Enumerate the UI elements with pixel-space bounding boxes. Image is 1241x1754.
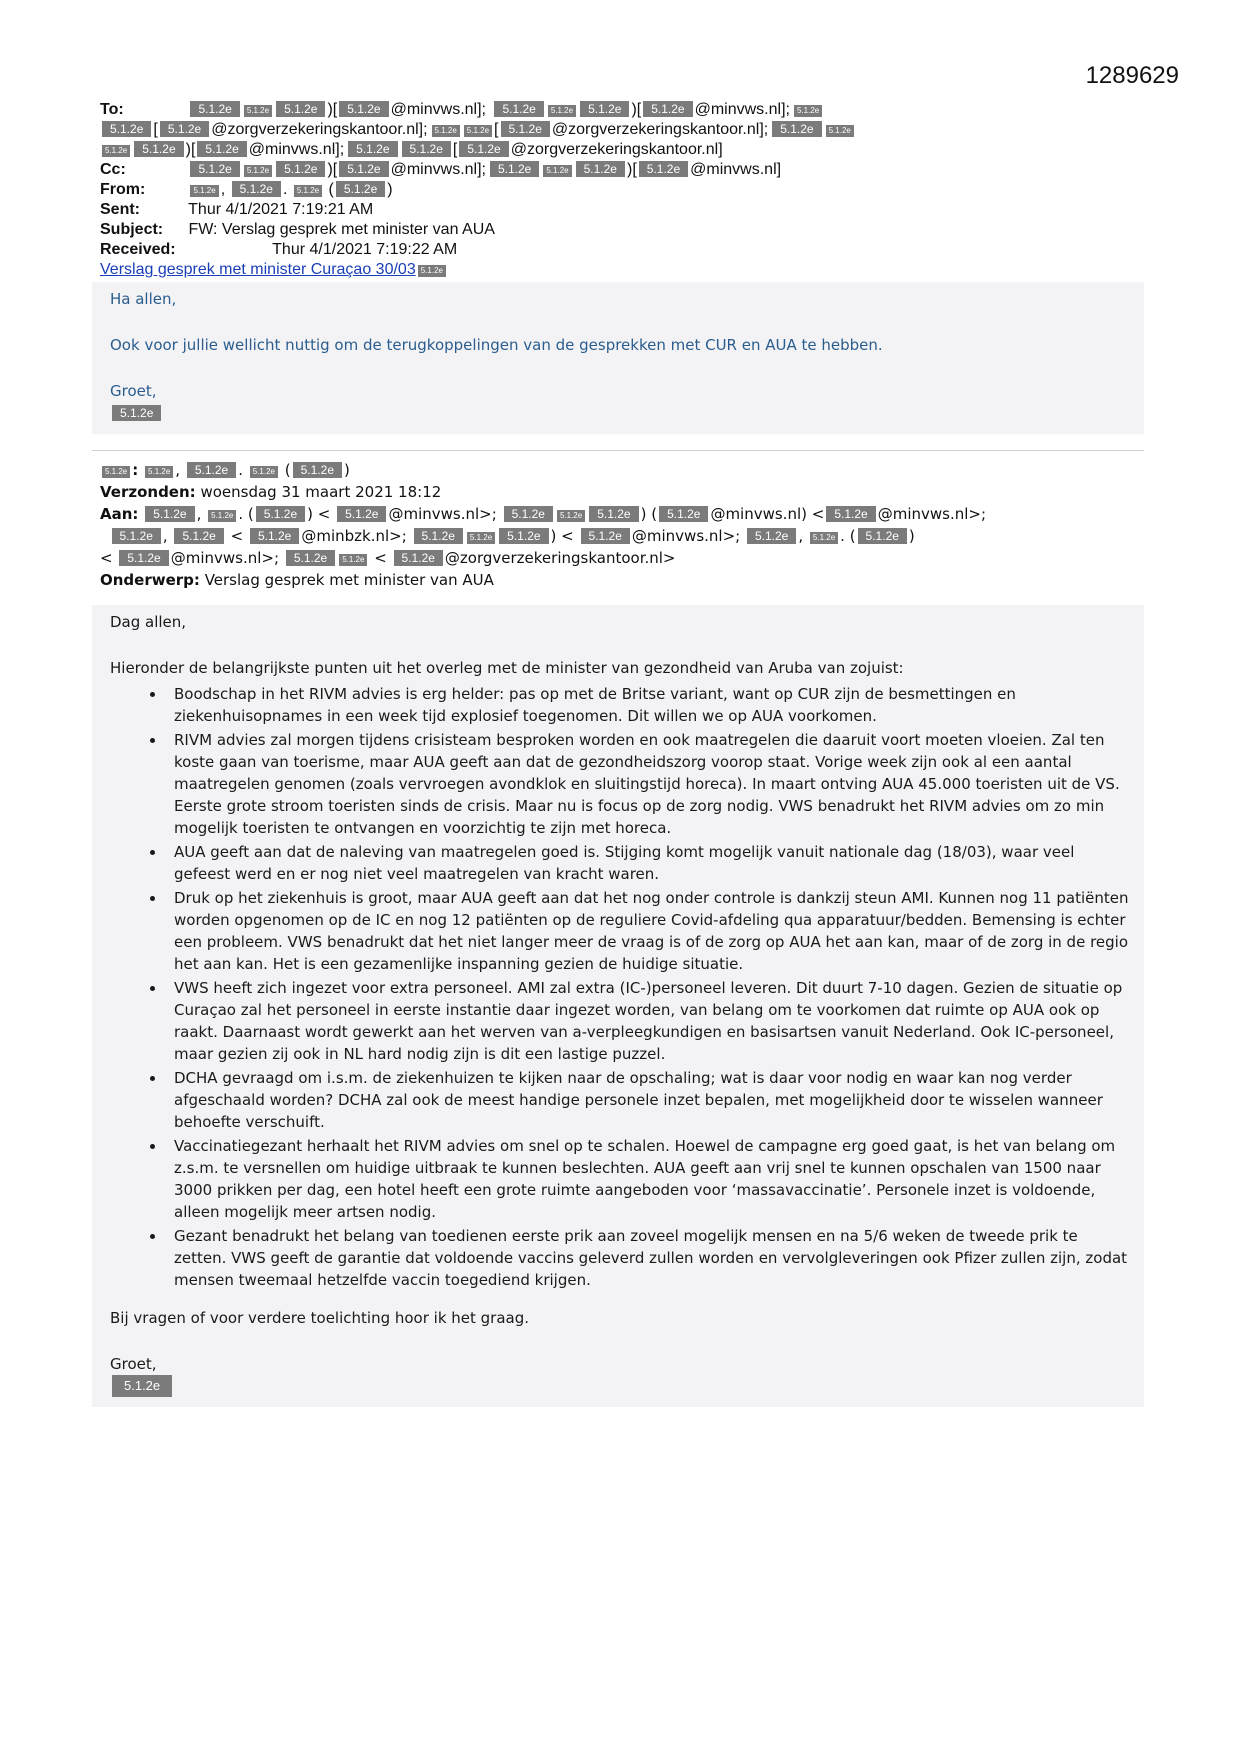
header-cc-row: Cc: 5.1.2e 5.1.2e 5.1.2e )[ 5.1.2e @minvws.nl]; 5.1.2e 5.1.2e 5.1.2e )[ 5.1.2e @minvws.nl] bbox=[100, 161, 782, 178]
redaction: 5.1.2e bbox=[659, 506, 708, 522]
email-domain: @zorgverzekeringskantoor.nl]; bbox=[551, 121, 769, 138]
email-domain: @minvws.nl>; bbox=[170, 549, 280, 567]
redaction: 5.1.2e bbox=[557, 510, 585, 522]
email-header bbox=[100, 100, 1110, 280]
redaction: 5.1.2e bbox=[208, 510, 236, 522]
redaction: 5.1.2e bbox=[826, 125, 854, 137]
cc-label: Cc: bbox=[100, 161, 126, 178]
redaction: 5.1.2e bbox=[432, 125, 460, 137]
email-domain: @minbzk.nl>; bbox=[301, 527, 407, 545]
redaction: 5.1.2e bbox=[339, 161, 388, 177]
fwd-sent-row bbox=[100, 481, 1144, 503]
fwd-to-label: Aan: bbox=[100, 505, 139, 523]
redaction: 5.1.2e bbox=[102, 466, 130, 478]
fwd-to-row-2: 5.1.2e , 5.1.2e < 5.1.2e @minbzk.nl>; 5.1.2e 5.1.2e 5.1.2e ) < 5.1.2e @minvws.nl>; 5.1.2e , 5.1.2e . ( 5.1.2e ) bbox=[100, 525, 1144, 547]
email-domain: @minvws.nl>; bbox=[388, 505, 497, 523]
list-item: • Gezant benadrukt het belang van toedienen eerste prik aan zoveel mogelijk mensen en na 5/6 weken de tweede prik te zetten. VWS geeft de garantie dat voldoende vaccins geleverd zullen worden en vervolgleveringen ook Pfizer zullen zijn, zodat mensen tweemaal hetzelfde vaccin toegediend krijgen. bbox=[166, 1225, 1134, 1291]
redaction: 5.1.2e bbox=[294, 185, 322, 197]
redaction: 5.1.2e bbox=[250, 528, 299, 544]
redaction: 5.1.2e bbox=[402, 141, 451, 157]
message-closing: Groet, bbox=[110, 1355, 157, 1373]
redaction: 5.1.2e bbox=[336, 181, 385, 197]
document-id: 1289629 bbox=[1085, 62, 1179, 89]
redaction: 5.1.2e bbox=[394, 550, 443, 566]
message-greeting: Dag allen, bbox=[110, 613, 187, 631]
intro-section bbox=[92, 282, 1144, 434]
redaction: 5.1.2e bbox=[414, 528, 463, 544]
email-domain: @minvws.nl>; bbox=[877, 505, 987, 523]
header-from-row: From: 5.1.2e , 5.1.2e . 5.1.2e ( 5.1.2e ) bbox=[100, 181, 393, 198]
header-to-row-2: 5.1.2e [ 5.1.2e @zorgverzekeringskantoor.nl]; 5.1.2e 5.1.2e [ 5.1.2e @zorgverzekeringskantoor.nl]; 5.1.2e 5.1.2e bbox=[100, 120, 1110, 140]
redaction: 5.1.2e bbox=[747, 528, 796, 544]
redaction: 5.1.2e bbox=[119, 550, 168, 566]
fwd-to-row: Aan: 5.1.2e , 5.1.2e . ( 5.1.2e ) < 5.1.2e @minvws.nl>; 5.1.2e 5.1.2e 5.1.2e ) ( 5.1.2e @minvws.nl) < 5.1.2e @minvws.nl>; bbox=[100, 505, 987, 523]
redaction: 5.1.2e bbox=[337, 506, 386, 522]
email-domain: @minvws.nl]; bbox=[694, 101, 790, 118]
redaction: 5.1.2e bbox=[794, 105, 822, 117]
header-sent-row bbox=[100, 200, 1110, 220]
fwd-from-row: 5.1.2e : 5.1.2e , 5.1.2e . 5.1.2e ( 5.1.2e ) bbox=[100, 459, 1144, 481]
redaction: 5.1.2e bbox=[548, 105, 576, 117]
redaction: 5.1.2e bbox=[276, 101, 325, 117]
list-item: • RIVM advies zal morgen tijdens crisisteam besproken worden en ook maatregelen die daaruit voort moeten vloeien. Zal ten koste gaan van toerisme, maar AUA geeft aan dat de gezondheidszorg voorop staat. Vorige week zijn ook al een aantal maatregelen genomen (zoals vervroegen avondklok en sluitingstijd horeca). In maart ontving AUA 45.000 toeristen uit de VS. Eerste grote stroom toeristen sinds de crisis. Maar nu is focus op de zorg nodig. VWS benadrukt het RIVM advies om zo min mogelijk toeristen te ontvangen en voorzichtig te zijn met horeca. bbox=[166, 729, 1134, 839]
redaction: 5.1.2e bbox=[494, 101, 543, 117]
redaction: 5.1.2e bbox=[112, 1375, 172, 1397]
fwd-sent-label: Verzonden: bbox=[100, 483, 196, 501]
email-domain: @minvws.nl) < bbox=[710, 505, 825, 523]
redaction: 5.1.2e bbox=[250, 466, 278, 478]
redaction: 5.1.2e bbox=[293, 462, 342, 478]
redaction: 5.1.2e bbox=[145, 466, 173, 478]
redaction: 5.1.2e bbox=[160, 121, 209, 137]
redaction: 5.1.2e bbox=[504, 506, 553, 522]
redaction: 5.1.2e bbox=[576, 161, 625, 177]
intro-closing: Groet, bbox=[110, 382, 157, 400]
message-points bbox=[110, 683, 1134, 1291]
attachment-link[interactable]: Verslag gesprek met minister Curaçao 30/03 bbox=[100, 261, 416, 278]
header-to-row-3: 5.1.2e 5.1.2e )[ 5.1.2e @minvws.nl]; 5.1.2e 5.1.2e [ 5.1.2e @zorgverzekeringskantoor.nl] bbox=[100, 140, 1110, 160]
fwd-subject-row bbox=[100, 569, 1144, 591]
list-item: • Vaccinatiegezant herhaalt het RIVM advies om snel op te schalen. Hoewel de campagne erg goed gaat, is het van belang om z.s.m. te versnellen om huidige uitbraak te kunnen beslechten. AUA geeft aan vrij snel te kunnen opschalen van 1500 naar 3000 prikken per dag, een hotel heeft een grote ruimte aangeboden voor ‘massavaccinatie’. Personele inzet is voldoende, alleen mogelijk meer artsen nodig. bbox=[166, 1135, 1134, 1223]
header-received-row bbox=[100, 240, 1110, 260]
redaction: 5.1.2e bbox=[197, 141, 246, 157]
email-domain: @zorgverzekeringskantoor.nl] bbox=[510, 141, 723, 158]
list-item: • DCHA gevraagd om i.s.m. de ziekenhuizen te kijken naar de opschaling; wat is daar voor nodig en waar kan nog verder afgeschaald worden? DCHA zal ook de meest handige personele inzet bepalen, met mogelijkheid door te wisselen wanneer behoefte verschuift. bbox=[166, 1067, 1134, 1133]
email-domain: @minvws.nl>; bbox=[631, 527, 741, 545]
fwd-subject-label: Onderwerp: bbox=[100, 571, 200, 589]
sent-label: Sent: bbox=[100, 201, 140, 218]
received-value: Thur 4/1/2021 7:19:22 AM bbox=[272, 241, 458, 258]
fwd-sent-value: woensdag 31 maart 2021 18:12 bbox=[200, 483, 442, 501]
email-domain: @zorgverzekeringskantoor.nl> bbox=[444, 549, 676, 567]
message-section bbox=[92, 605, 1144, 1407]
redaction: 5.1.2e bbox=[112, 405, 161, 421]
list-item: • Druk op het ziekenhuis is groot, maar AUA geeft aan dat het nog onder controle is dankzij steun AMI. Kunnen nog 11 patiënten worden opgenomen op de IC en nog 12 patiënten op de reguliere Covid-afdeling qua apparatuur/bedden. Bemensing is echter een probleem. VWS benadrukt dat het niet langer meer de vraag is of de zorg op AUA het aan kan, maar of de zorg in de regio het aan kan. Het is een gezamenlijke inspanning gezien de huidige situatie. bbox=[166, 887, 1134, 975]
redaction: 5.1.2e bbox=[276, 161, 325, 177]
redaction: 5.1.2e bbox=[858, 528, 907, 544]
email-domain: @minvws.nl]; bbox=[390, 101, 486, 118]
header-attachment-row bbox=[100, 260, 1110, 280]
redaction: 5.1.2e bbox=[102, 121, 151, 137]
redaction: 5.1.2e bbox=[244, 105, 272, 117]
redaction: 5.1.2e bbox=[490, 161, 539, 177]
sent-value: Thur 4/1/2021 7:19:21 AM bbox=[188, 201, 374, 218]
redaction: 5.1.2e bbox=[190, 101, 239, 117]
redaction: 5.1.2e bbox=[501, 121, 550, 137]
to-label: To: bbox=[100, 101, 124, 118]
email-domain: @minvws.nl]; bbox=[248, 141, 345, 158]
intro-greeting: Ha allen, bbox=[110, 290, 177, 308]
forwarded-header bbox=[92, 459, 1144, 591]
redaction: 5.1.2e bbox=[543, 165, 571, 177]
list-item: • AUA geeft aan dat de naleving van maatregelen goed is. Stijging komt mogelijk vanuit nationale dag (18/03), waar veel gefeest werd en er nog niet veel maatregelen van kracht waren. bbox=[166, 841, 1134, 885]
email-domain: @zorgverzekeringskantoor.nl]; bbox=[211, 121, 428, 138]
email-body bbox=[92, 282, 1144, 1407]
redaction: 5.1.2e bbox=[187, 462, 236, 478]
message-intro: Hieronder de belangrijkste punten uit het overleg met de minister van gezondheid van Aruba van zojuist: bbox=[110, 659, 904, 677]
received-label: Received: bbox=[100, 241, 176, 258]
redaction: 5.1.2e bbox=[190, 161, 239, 177]
redaction: 5.1.2e bbox=[102, 145, 130, 157]
email-domain: @minvws.nl] bbox=[690, 161, 782, 178]
redaction: 5.1.2e bbox=[232, 181, 281, 197]
redaction: 5.1.2e bbox=[256, 506, 305, 522]
redaction: 5.1.2e bbox=[467, 532, 495, 544]
intro-text: Ook voor jullie wellicht nuttig om de terugkoppelingen van de gesprekken met CUR en AUA te hebben. bbox=[110, 336, 883, 354]
redaction: 5.1.2e bbox=[112, 528, 161, 544]
redaction: 5.1.2e bbox=[581, 528, 630, 544]
header-to-row: To: 5.1.2e 5.1.2e 5.1.2e )[ 5.1.2e @minvws.nl]; 5.1.2e 5.1.2e 5.1.2e )[ 5.1.2e @minvws.nl]; 5.1.2e bbox=[100, 100, 1110, 120]
subject-value: FW: Verslag gesprek met minister van AUA bbox=[188, 221, 495, 238]
fwd-subject-value: Verslag gesprek met minister van AUA bbox=[204, 571, 494, 589]
redaction: 5.1.2e bbox=[339, 101, 388, 117]
from-label: From: bbox=[100, 181, 146, 198]
redaction: 5.1.2e bbox=[826, 506, 875, 522]
email-domain: @minvws.nl]; bbox=[390, 161, 486, 178]
redaction: 5.1.2e bbox=[589, 506, 638, 522]
redaction: 5.1.2e bbox=[459, 141, 508, 157]
redaction: 5.1.2e bbox=[418, 265, 446, 277]
redaction: 5.1.2e bbox=[810, 532, 838, 544]
divider bbox=[92, 450, 1144, 451]
list-item: • Boodschap in het RIVM advies is erg helder: pas op met de Britse variant, want op CUR zijn de besmettingen en ziekenhuisopnames in een week tijd explosief toegenomen. Dit willen we op AUA voorkomen. bbox=[166, 683, 1134, 727]
redaction: 5.1.2e bbox=[145, 506, 194, 522]
header-subject-row bbox=[100, 220, 1110, 240]
redaction: 5.1.2e bbox=[339, 554, 367, 566]
redaction: 5.1.2e bbox=[580, 101, 629, 117]
redaction: 5.1.2e bbox=[772, 121, 821, 137]
message-outro: Bij vragen of voor verdere toelichting hoor ik het graag. bbox=[110, 1309, 530, 1327]
list-item: • VWS heeft zich ingezet voor extra personeel. AMI zal extra (IC-)personeel leveren. Dit duurt 7-10 dagen. Gezien de situatie op Curaçao zal het personeel in eerste instantie daar ingezet worden, van belang om te voorkomen dat ruimte op AUA ook op raakt. Daarnaast wordt gewerkt aan het werven van a-verpleegkundigen en basisartsen vanuit Nederland. Ook IC-personeel, maar gezien zij ook in NL hard nodig zijn is dit een lastige puzzel. bbox=[166, 977, 1134, 1065]
redaction: 5.1.2e bbox=[639, 161, 688, 177]
redaction: 5.1.2e bbox=[643, 101, 692, 117]
redaction: 5.1.2e bbox=[464, 125, 492, 137]
redaction: 5.1.2e bbox=[244, 165, 272, 177]
subject-label: Subject: bbox=[100, 221, 164, 238]
redaction: 5.1.2e bbox=[286, 550, 335, 566]
redaction: 5.1.2e bbox=[134, 141, 183, 157]
redaction: 5.1.2e bbox=[190, 185, 218, 197]
fwd-to-row-3: < 5.1.2e @minvws.nl>; 5.1.2e 5.1.2e < 5.1.2e @zorgverzekeringskantoor.nl> bbox=[100, 549, 676, 567]
redaction: 5.1.2e bbox=[174, 528, 223, 544]
redaction: 5.1.2e bbox=[348, 141, 397, 157]
redaction: 5.1.2e bbox=[499, 528, 548, 544]
